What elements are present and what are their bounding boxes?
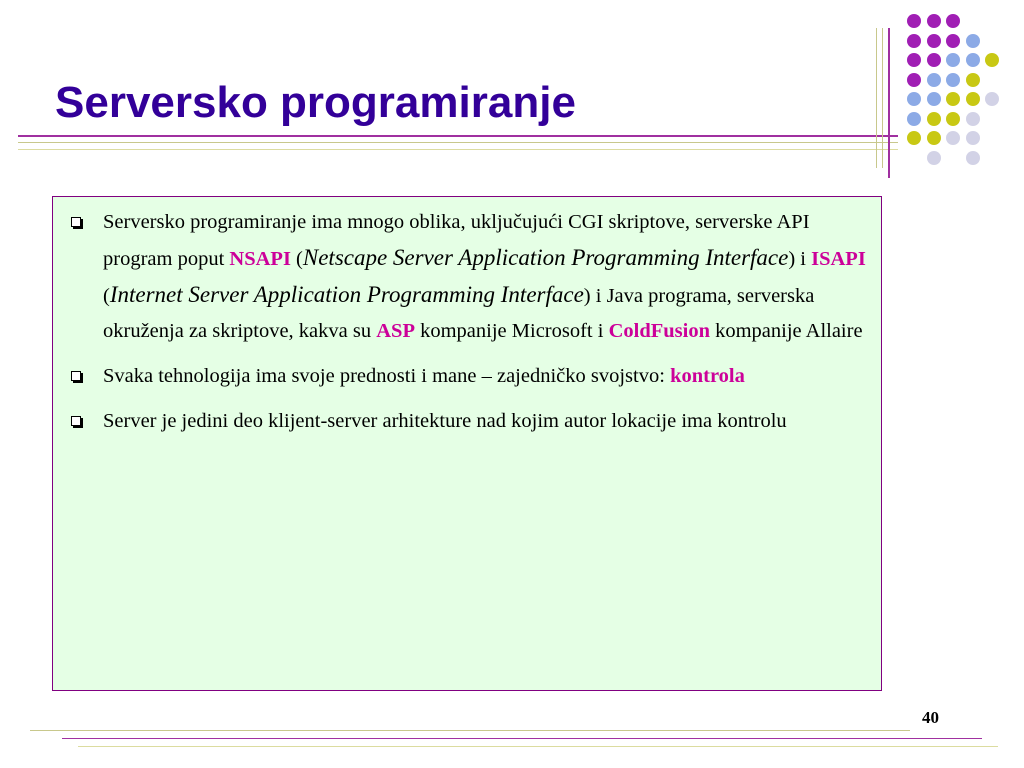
footer-line-olive [30,730,910,731]
decorative-dot [946,131,960,145]
decorative-dot [946,14,960,28]
decorative-dot [927,14,941,28]
square-bullet-icon [71,217,81,227]
nsapi-term: NSAPI [229,248,291,270]
decorative-dot [985,53,999,67]
decorative-dot-grid [905,10,1015,170]
decorative-dot [927,151,941,165]
decorative-dot [927,92,941,106]
content-box [52,196,882,691]
decorative-dot [907,73,921,87]
decorative-dot [966,92,980,106]
decorative-dot [985,92,999,106]
decorative-dot [927,53,941,67]
footer-line-olive-2 [78,746,998,747]
bullet-item [67,404,873,439]
vertical-line-1 [876,28,877,168]
bullet-text: ( [103,285,110,307]
decorative-dot [907,34,921,48]
coldfusion-term: ColdFusion [608,320,710,342]
decorative-dot [946,92,960,106]
decorative-dot [946,73,960,87]
square-bullet-icon [71,416,81,426]
slide-title: Serversko programiranje [55,78,576,127]
bullet-text: ( [290,248,303,270]
decorative-dot [907,53,921,67]
title-divider-line-olive [18,142,898,143]
bullet-list [67,205,873,447]
bullet-text: Server je jedini deo klijent-server arhitekture nad kojim autor lokacije ima kontrolu [103,410,787,432]
bullet-item [67,359,873,394]
decorative-dot [907,112,921,126]
vertical-line-2 [882,28,883,168]
decorative-dot [946,112,960,126]
decorative-dot [927,131,941,145]
decorative-dot [966,73,980,87]
isapi-term: ISAPI [811,248,866,270]
bullet-text: kompanije Allaire [709,320,863,342]
decorative-dot [966,151,980,165]
square-bullet-icon [71,371,81,381]
decorative-dot [966,131,980,145]
decorative-dot [907,14,921,28]
bullet-text: ) i [788,248,812,270]
decorative-dot [966,112,980,126]
nsapi-expansion: Netscape Server Application Programming Interface [302,245,789,270]
bullet-text: Serversko programiranje ima mnogo oblika, uključujući CGI skriptove, serverske API program poput [103,211,810,270]
decorative-dot [966,53,980,67]
asp-term: ASP [376,320,415,342]
decorative-dot [907,92,921,106]
decorative-dot [946,53,960,67]
decorative-dot [946,34,960,48]
decorative-dot [927,112,941,126]
decorative-dot [907,131,921,145]
keyword-kontrola: kontrola [670,365,745,387]
decorative-dot [927,34,941,48]
bullet-text: kompanije Microsoft i [414,320,609,342]
footer-line-purple [62,738,982,739]
decorative-dot [966,34,980,48]
bullet-text: ) i Java programa, serverska okruženja za skriptove, kakva su [103,285,815,342]
vertical-line-3 [888,28,890,178]
isapi-expansion: Internet Server Application Programming Interface [109,282,584,307]
page-number: 40 [922,708,939,727]
bullet-item [67,205,873,349]
bullet-text: Svaka tehnologija ima svoje prednosti i mane – zajedničko svojstvo: [103,365,671,387]
decorative-dot [927,73,941,87]
title-divider-line-purple [18,135,898,137]
title-divider-line-olive-2 [18,149,898,150]
